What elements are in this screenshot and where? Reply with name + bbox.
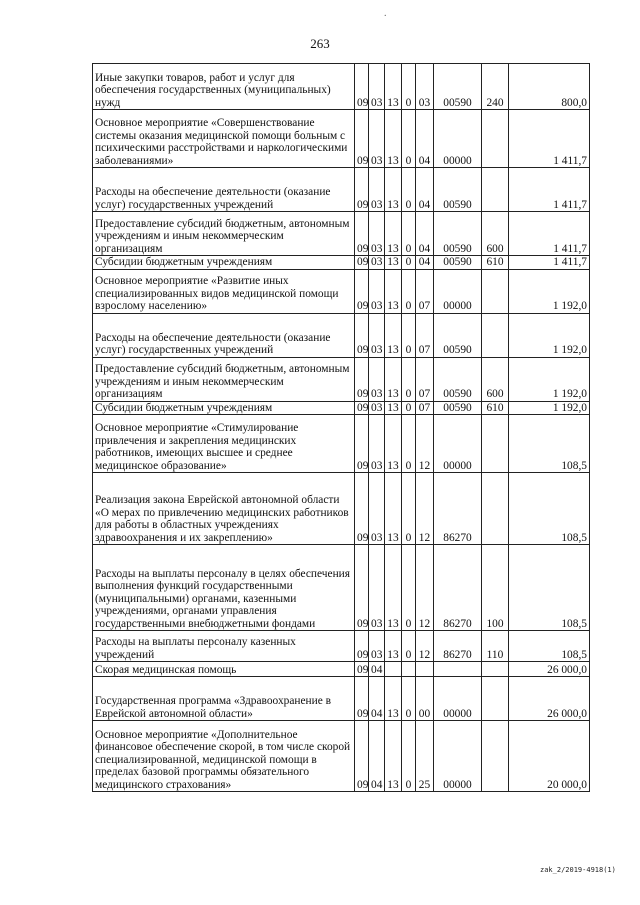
amount-cell: 20 000,0 (509, 721, 590, 792)
event-code-cell: 25 (416, 721, 434, 792)
amount-cell: 108,5 (509, 545, 590, 631)
scan-dot: . (384, 8, 387, 19)
event-code-cell: 04 (416, 168, 434, 212)
direction-code-cell (434, 662, 482, 677)
subsection-code-cell: 03 (369, 110, 385, 168)
subsection-code-cell: 03 (369, 212, 385, 256)
row-name-cell: Основное мероприятие «Совершенствование системы оказания медицинской помощи больным с психическими расстройствами и наркологическими заболеваниями» (93, 110, 355, 168)
subprogram-code-cell: 0 (402, 168, 416, 212)
section-code-cell: 09 (355, 313, 369, 357)
expense-type-code-cell (482, 313, 509, 357)
subprogram-code-cell: 0 (402, 357, 416, 401)
subprogram-code-cell: 0 (402, 269, 416, 313)
subsection-code-cell: 03 (369, 269, 385, 313)
section-code-cell: 09 (355, 631, 369, 662)
subprogram-code-cell: 0 (402, 677, 416, 721)
footer-code: zak_2/2019-4918(1) (540, 866, 616, 874)
table-row (93, 662, 590, 677)
amount-cell: 108,5 (509, 631, 590, 662)
row-name-cell: Иные закупки товаров, работ и услуг для обеспечения государственных (муниципальных) нужд (93, 64, 355, 110)
table-row (93, 721, 590, 792)
direction-code-cell: 00590 (434, 357, 482, 401)
budget-table (92, 63, 590, 792)
event-code-cell: 07 (416, 401, 434, 415)
subprogram-code-cell: 0 (402, 110, 416, 168)
expense-type-code-cell (482, 415, 509, 473)
expense-type-code-cell (482, 677, 509, 721)
program-code-cell: 13 (385, 401, 402, 415)
section-code-cell: 09 (355, 545, 369, 631)
event-code-cell (416, 662, 434, 677)
direction-code-cell: 00590 (434, 64, 482, 110)
amount-cell: 800,0 (509, 64, 590, 110)
row-name-cell: Предоставление субсидий бюджетным, автономным учреждениям и иным некоммерческим организациям (93, 357, 355, 401)
subsection-code-cell: 03 (369, 545, 385, 631)
row-name-cell: Реализация закона Еврейской автономной области «О мерах по привлечению медицинских работников для работы в областных учреждениях здравоохранения и их закреплению» (93, 473, 355, 545)
section-code-cell: 09 (355, 256, 369, 270)
section-code-cell: 09 (355, 64, 369, 110)
direction-code-cell: 00000 (434, 721, 482, 792)
section-code-cell: 09 (355, 721, 369, 792)
section-code-cell: 09 (355, 212, 369, 256)
program-code-cell: 13 (385, 357, 402, 401)
direction-code-cell: 00590 (434, 313, 482, 357)
event-code-cell: 07 (416, 269, 434, 313)
table-row (93, 473, 590, 545)
expense-type-code-cell (482, 662, 509, 677)
direction-code-cell: 00590 (434, 212, 482, 256)
subprogram-code-cell: 0 (402, 256, 416, 270)
event-code-cell: 12 (416, 545, 434, 631)
event-code-cell: 04 (416, 110, 434, 168)
amount-cell: 1 411,7 (509, 110, 590, 168)
subsection-code-cell: 04 (369, 677, 385, 721)
program-code-cell: 13 (385, 473, 402, 545)
row-name-cell: Предоставление субсидий бюджетным, автономным учреждениям и иным некоммерческим организациям (93, 212, 355, 256)
row-name-cell: Субсидии бюджетным учреждениям (93, 256, 355, 270)
table-body (93, 64, 590, 792)
expense-type-code-cell (482, 168, 509, 212)
table-row (93, 357, 590, 401)
program-code-cell: 13 (385, 110, 402, 168)
program-code-cell: 13 (385, 269, 402, 313)
event-code-cell: 12 (416, 631, 434, 662)
program-code-cell: 13 (385, 677, 402, 721)
subprogram-code-cell: 0 (402, 64, 416, 110)
row-name-cell: Расходы на выплаты персоналу в целях обеспечения выполнения функций государственными (муниципальными) органами, казенными учреждениями, органами управления государственными внебюджетными фондами (93, 545, 355, 631)
subprogram-code-cell: 0 (402, 401, 416, 415)
table-row (93, 269, 590, 313)
expense-type-code-cell: 110 (482, 631, 509, 662)
section-code-cell: 09 (355, 168, 369, 212)
subsection-code-cell: 03 (369, 631, 385, 662)
row-name-cell: Скорая медицинская помощь (93, 662, 355, 677)
section-code-cell: 09 (355, 415, 369, 473)
table-row (93, 677, 590, 721)
section-code-cell: 09 (355, 401, 369, 415)
table-row (93, 212, 590, 256)
event-code-cell: 03 (416, 64, 434, 110)
table-row (93, 110, 590, 168)
subprogram-code-cell: 0 (402, 415, 416, 473)
program-code-cell: 13 (385, 631, 402, 662)
program-code-cell: 13 (385, 168, 402, 212)
event-code-cell: 04 (416, 212, 434, 256)
amount-cell: 1 192,0 (509, 269, 590, 313)
event-code-cell: 12 (416, 415, 434, 473)
program-code-cell: 13 (385, 256, 402, 270)
expense-type-code-cell (482, 473, 509, 545)
section-code-cell: 09 (355, 677, 369, 721)
event-code-cell: 12 (416, 473, 434, 545)
section-code-cell: 09 (355, 110, 369, 168)
table-row (93, 401, 590, 415)
direction-code-cell: 00000 (434, 415, 482, 473)
program-code-cell: 13 (385, 545, 402, 631)
subprogram-code-cell: 0 (402, 631, 416, 662)
expense-type-code-cell: 100 (482, 545, 509, 631)
subsection-code-cell: 03 (369, 473, 385, 545)
row-name-cell: Субсидии бюджетным учреждениям (93, 401, 355, 415)
table-row (93, 415, 590, 473)
program-code-cell: 13 (385, 313, 402, 357)
subsection-code-cell: 03 (369, 256, 385, 270)
row-name-cell: Основное мероприятие «Развитие иных специализированных видов медицинской помощи взрослому населению» (93, 269, 355, 313)
event-code-cell: 07 (416, 313, 434, 357)
subsection-code-cell: 03 (369, 64, 385, 110)
program-code-cell: 13 (385, 212, 402, 256)
table-row (93, 168, 590, 212)
expense-type-code-cell (482, 269, 509, 313)
event-code-cell: 00 (416, 677, 434, 721)
direction-code-cell: 00000 (434, 677, 482, 721)
row-name-cell: Расходы на обеспечение деятельности (оказание услуг) государственных учреждений (93, 168, 355, 212)
expense-type-code-cell (482, 110, 509, 168)
subsection-code-cell: 03 (369, 415, 385, 473)
amount-cell: 26 000,0 (509, 662, 590, 677)
program-code-cell: 13 (385, 64, 402, 110)
direction-code-cell: 00590 (434, 401, 482, 415)
expense-type-code-cell: 240 (482, 64, 509, 110)
row-name-cell: Государственная программа «Здравоохранение в Еврейской автономной области» (93, 677, 355, 721)
direction-code-cell: 00000 (434, 269, 482, 313)
direction-code-cell: 00590 (434, 256, 482, 270)
amount-cell: 1 411,7 (509, 168, 590, 212)
row-name-cell: Расходы на обеспечение деятельности (оказание услуг) государственных учреждений (93, 313, 355, 357)
amount-cell: 1 192,0 (509, 313, 590, 357)
expense-type-code-cell: 610 (482, 401, 509, 415)
amount-cell: 26 000,0 (509, 677, 590, 721)
amount-cell: 1 192,0 (509, 357, 590, 401)
subprogram-code-cell: 0 (402, 721, 416, 792)
row-name-cell: Расходы на выплаты персоналу казенных учреждений (93, 631, 355, 662)
subsection-code-cell: 03 (369, 401, 385, 415)
section-code-cell: 09 (355, 662, 369, 677)
program-code-cell: 13 (385, 415, 402, 473)
subsection-code-cell: 04 (369, 662, 385, 677)
expense-type-code-cell: 600 (482, 212, 509, 256)
table-row (93, 631, 590, 662)
expense-type-code-cell: 610 (482, 256, 509, 270)
table-row (93, 64, 590, 110)
expense-type-code-cell (482, 721, 509, 792)
amount-cell: 108,5 (509, 415, 590, 473)
table-row (93, 256, 590, 270)
direction-code-cell: 86270 (434, 545, 482, 631)
direction-code-cell: 86270 (434, 631, 482, 662)
expense-type-code-cell: 600 (482, 357, 509, 401)
subprogram-code-cell: 0 (402, 313, 416, 357)
section-code-cell: 09 (355, 473, 369, 545)
subprogram-code-cell: 0 (402, 212, 416, 256)
section-code-cell: 09 (355, 357, 369, 401)
table-row (93, 313, 590, 357)
row-name-cell: Основное мероприятие «Дополнительное финансовое обеспечение скорой, в том числе скорой специализированной, медицинской помощи в пределах базовой программы обязательного медицинского страхования» (93, 721, 355, 792)
event-code-cell: 07 (416, 357, 434, 401)
row-name-cell: Основное мероприятие «Стимулирование привлечения и закрепления медицинских работников, имеющих высшее и среднее медицинское образование» (93, 415, 355, 473)
subprogram-code-cell: 0 (402, 473, 416, 545)
subprogram-code-cell: 0 (402, 545, 416, 631)
subsection-code-cell: 03 (369, 168, 385, 212)
direction-code-cell: 00000 (434, 110, 482, 168)
amount-cell: 108,5 (509, 473, 590, 545)
direction-code-cell: 00590 (434, 168, 482, 212)
table-row (93, 545, 590, 631)
event-code-cell: 04 (416, 256, 434, 270)
direction-code-cell: 86270 (434, 473, 482, 545)
amount-cell: 1 192,0 (509, 401, 590, 415)
subsection-code-cell: 04 (369, 721, 385, 792)
subsection-code-cell: 03 (369, 357, 385, 401)
section-code-cell: 09 (355, 269, 369, 313)
page-number: 263 (310, 36, 330, 51)
subprogram-code-cell (402, 662, 416, 677)
amount-cell: 1 411,7 (509, 256, 590, 270)
program-code-cell (385, 662, 402, 677)
subsection-code-cell: 03 (369, 313, 385, 357)
program-code-cell: 13 (385, 721, 402, 792)
amount-cell: 1 411,7 (509, 212, 590, 256)
